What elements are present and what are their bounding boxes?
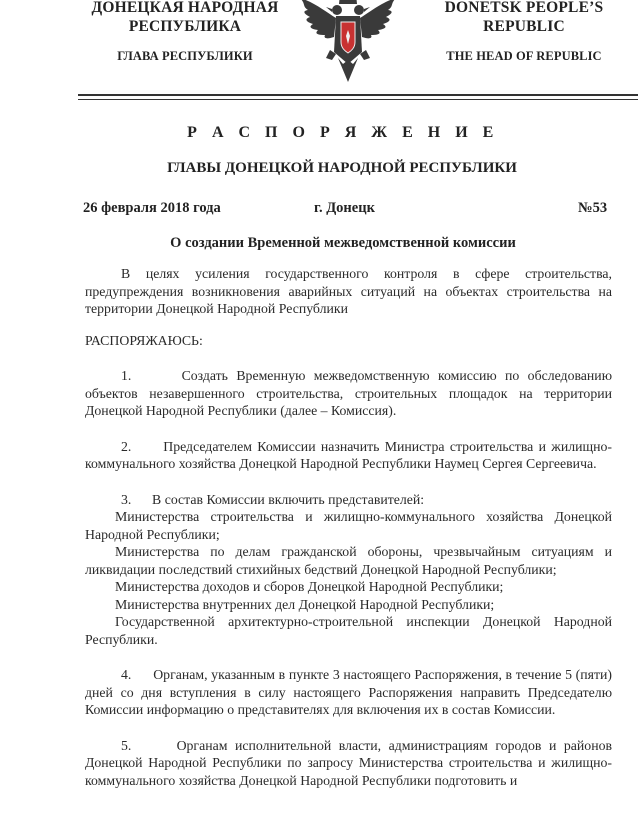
- preamble-paragraph: В целях усиления государственного контроля в сфере строительства, предупреждения возникновения аварийных ситуаций на объектах строительства на территории Донецкой Народной Республики: [85, 266, 612, 316]
- header-divider-bottom: [78, 99, 638, 100]
- document-body: [85, 265, 612, 789]
- item-4-paragraph: 4. Органам, указанным в пункте 3 настоящего Распоряжения, в течение 5 (пяти) дней со дня вступления в силу настоящего Распоряжения направить Председателю Комиссии информацию о представителях для включения их в состав Комиссии.: [85, 667, 612, 717]
- document-heading: О создании Временной межведомственной комиссии: [170, 235, 516, 251]
- header-right-subtitle: THE HEAD OF REPUBLIC: [446, 49, 602, 63]
- item-3-member-1: Министерства строительства и жилищно-коммунального хозяйства Донецкой Народной Республики;: [85, 509, 612, 542]
- document-city: г. Донецк: [314, 200, 375, 216]
- header-right-line1: DONETSK PEOPLE’S: [444, 0, 604, 16]
- item-1-paragraph: 1. Создать Временную межведомственную комиссию по обследованию объектов незавершенного строительства, строительных площадок на территории Донецкой Народной Республики (далее – Комиссия).: [85, 368, 612, 418]
- header-left-line1: ДОНЕЦКАЯ НАРОДНАЯ: [91, 0, 279, 16]
- double-headed-eagle-emblem-icon: [296, 0, 400, 84]
- item-3-member-2: Министерства по делам гражданской обороны, чрезвычайным ситуациям и ликвидации последствий стихийных бедствий Донецкой Народной Республики;: [85, 544, 612, 577]
- item-3-member-4: Министерства внутренних дел Донецкой Народной Республики;: [115, 596, 495, 612]
- header-divider-top: [78, 94, 638, 96]
- document-issuer: ГЛАВЫ ДОНЕЦКОЙ НАРОДНОЙ РЕСПУБЛИКИ: [167, 160, 517, 176]
- decree-word: РАСПОРЯЖАЮСЬ:: [85, 332, 203, 348]
- header-left: [70, 0, 300, 64]
- item-5-paragraph: 5. Органам исполнительной власти, администрациям городов и районов Донецкой Народной Республики по запросу Министерства строительства и жилищно-коммунального хозяйства Донецкой Народной Республики подготовить и: [85, 737, 612, 788]
- header-left-line2: РЕСПУБЛИКА: [128, 18, 242, 35]
- item-3-member-3: Министерства доходов и сборов Донецкой Народной Республики;: [115, 579, 504, 594]
- header-right: [418, 0, 630, 64]
- header-left-subtitle: ГЛАВА РЕСПУБЛИКИ: [117, 49, 253, 63]
- document-date: 26 февраля 2018 года: [83, 200, 221, 216]
- document-type: Р А С П О Р Я Ж Е Н И Е: [187, 124, 499, 141]
- header-right-line2: REPUBLIC: [483, 18, 565, 35]
- item-3-member-5: Государственной архитектурно-строительной инспекции Донецкой Народной Республики.: [85, 614, 612, 647]
- item-2-paragraph: 2. Председателем Комиссии назначить Министра строительства и жилищно-коммунального хозяйства Донецкой Народной Республики Наумец Сергея Сергеевича.: [85, 438, 612, 471]
- item-3-paragraph: 3. В состав Комиссии включить представителей:: [121, 491, 425, 507]
- document-number: №53: [578, 200, 608, 216]
